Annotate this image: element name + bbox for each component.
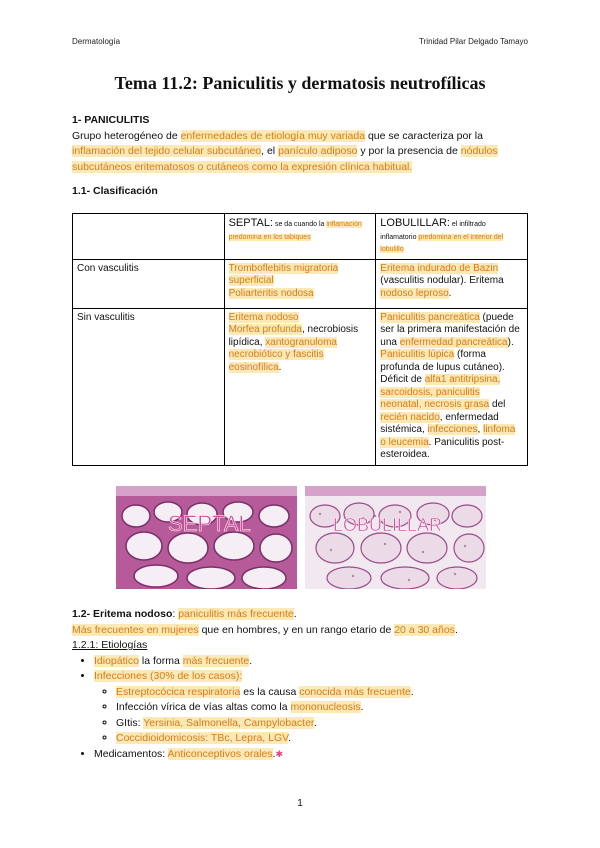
text: LOBULILLAR:: [380, 217, 450, 229]
highlight: Idiopático: [94, 654, 139, 667]
septal-label: SEPTAL: [168, 511, 251, 536]
table-row: [73, 259, 528, 308]
classification-heading: 1.1- Clasificación: [72, 185, 158, 197]
highlight: Tromboflebitis migratoria superficial: [228, 262, 339, 286]
highlight: 20 a 30 años: [394, 623, 455, 636]
lobulillar-histology-image: [305, 486, 486, 589]
highlight: inflamación del tejido celular subcutáneo: [72, 145, 262, 157]
text: :: [172, 608, 179, 620]
highlight: inflamación predomina en los tabiques: [228, 221, 362, 241]
highlight: enfermedad pancreática: [399, 336, 508, 348]
cell: [224, 259, 376, 308]
highlight: Eritema indurado de Bazin: [380, 262, 499, 274]
list-item: [116, 685, 528, 701]
text: (vasculitis nodular). Eritema: [380, 275, 504, 286]
highlight: infecciones: [427, 424, 478, 435]
text: , necrobiosis lipídica,: [228, 324, 359, 348]
lobulillar-label: LOBULILLAR: [333, 515, 443, 535]
list-item: [116, 700, 528, 716]
text: , enfermedad sistémica,: [380, 411, 499, 435]
highlight: linfoma o leucemia: [380, 424, 516, 448]
highlight: Coccidioidomicosis: TBc, Lepra, LGV: [116, 732, 289, 744]
highlight: Anticonceptivos orales: [167, 747, 273, 760]
table-header-row: [73, 214, 528, 260]
text: SEPTAL:: [228, 217, 274, 229]
highlight: nodoso leproso: [380, 287, 449, 299]
eritema-paragraph: [72, 623, 528, 639]
text: Medicamentos:: [94, 747, 168, 760]
header-left: Dermatología: [72, 37, 121, 46]
highlight: enfermedades de etiología muy variada: [180, 129, 366, 142]
list-item: [94, 654, 528, 670]
septal-histology-image: [116, 486, 297, 589]
page-number: 1: [297, 798, 303, 809]
list-item: [116, 716, 528, 732]
text: .: [288, 732, 292, 744]
text: .: [249, 654, 253, 667]
header-lobulillar: [376, 214, 528, 260]
highlight: paniculitis más frecuente: [178, 608, 294, 620]
text: . Paniculitis post-esteroidea.: [380, 436, 505, 460]
highlight: Yersinia, Salmonella, Campylobacter: [143, 716, 314, 729]
text: .: [313, 716, 317, 729]
highlight: predomina en el interior del lobulillo: [380, 233, 504, 253]
highlight: más frecuente: [182, 654, 250, 667]
text: GItis:: [116, 716, 144, 729]
section-paniculitis: [72, 113, 528, 175]
text: .: [448, 287, 452, 299]
text: .: [360, 701, 364, 713]
highlight: Paniculitis pancreática: [380, 311, 480, 323]
table-row: [73, 308, 528, 465]
highlight: xantogranuloma necrobiótico y fascitis eosinofílica: [228, 336, 337, 373]
histology-images: [116, 486, 486, 589]
list-item: [116, 731, 528, 747]
classification-table: [72, 213, 528, 466]
highlight: Paniculitis lúpica: [380, 349, 455, 360]
row-label: Con vasculitis: [73, 259, 225, 308]
text: 1.2- Eritema nodoso: [72, 608, 173, 620]
highlight: conocida más frecuente: [299, 685, 411, 698]
text: .: [410, 685, 414, 698]
cell: [376, 308, 528, 465]
text: (puede ser la primera manifestación de una: [380, 311, 520, 348]
text: que en hombres, y en un rango etario de: [198, 623, 395, 636]
highlight: Más frecuentes en mujeres: [72, 623, 199, 636]
text: .: [454, 623, 458, 636]
highlight: Infecciones (30% de los casos):: [94, 670, 243, 682]
row-label: Sin vasculitis: [73, 308, 225, 465]
text: y por la presencia de: [357, 145, 461, 157]
text: el infiltrado inflamatorio: [380, 221, 486, 241]
page-title: Tema 11.2: Paniculitis y dermatosis neutrofílicas: [114, 73, 486, 93]
text: del: [489, 399, 506, 410]
cell: [224, 308, 376, 465]
list-item: [94, 747, 528, 763]
text: Infección vírica de vías altas como la: [116, 701, 291, 713]
highlight: recién nacido: [380, 411, 440, 423]
text: la forma: [138, 654, 183, 667]
highlight: Morfea profunda: [228, 324, 302, 335]
text: (forma profunda de lupus cutáneo). Déficit de: [380, 349, 505, 385]
text: .: [278, 361, 282, 373]
intro-paragraph: [72, 129, 528, 176]
header-right: Trinidad Pilar Delgado Tamayo: [419, 37, 528, 46]
section-eritema-nodoso: [72, 607, 528, 762]
list-item: [94, 669, 528, 747]
text: .: [272, 747, 276, 760]
etiology-list: [72, 654, 528, 763]
header-septal: [224, 214, 376, 260]
text: Grupo heterogéneo de: [72, 129, 181, 142]
virus-doodle-icon: ✱: [275, 748, 284, 759]
highlight: panículo adiposo: [278, 145, 358, 157]
text: se da cuando la: [273, 221, 327, 228]
text: ).: [507, 336, 514, 348]
highlight: Poliarteritis nodosa: [228, 287, 314, 299]
empty-cell: [73, 214, 225, 260]
infection-sublist: [94, 685, 528, 747]
highlight: alfa1 antitripsina, sarcoidosis, paniculitis neonatal, necrosis grasa: [380, 374, 501, 410]
text: .: [293, 608, 297, 620]
section-heading: 1- PANICULITIS: [72, 114, 150, 126]
highlight: mononucleosis: [290, 701, 361, 713]
text: que se caracteriza por la: [365, 129, 483, 142]
highlight: Estreptocócica respiratoria: [116, 685, 241, 698]
text: ,: [477, 424, 484, 435]
etiologias-heading: 1.2.1: Etiologías: [72, 639, 148, 651]
eritema-heading: [72, 607, 528, 623]
text: , el: [261, 145, 279, 157]
text: es la causa: [240, 685, 300, 698]
highlight: nódulos subcutáneos eritematosos o cutáneos como la expresión clínica habitual.: [72, 145, 498, 173]
cell: [376, 259, 528, 308]
highlight: Eritema nodoso: [228, 311, 299, 323]
